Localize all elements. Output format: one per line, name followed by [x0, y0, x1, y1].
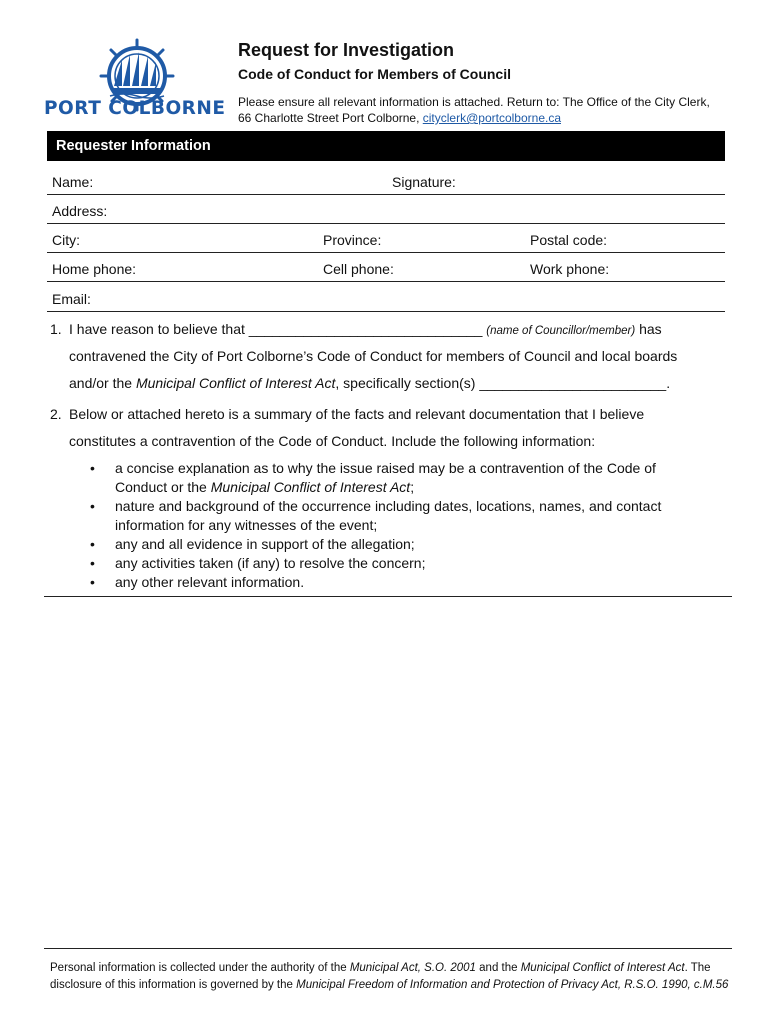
item-2-line-1: Below or attached hereto is a summary of the facts and relevant documentation that I believe [69, 406, 645, 422]
form-subtitle: Code of Conduct for Members of Council [238, 66, 511, 82]
bullet-icon: • [90, 498, 95, 514]
logo-wordmark: PORT COLBORNE [44, 98, 226, 119]
councillor-note: (name of Councillor/member) [486, 325, 636, 337]
privacy-notice [50, 960, 740, 993]
bullet-icon: • [90, 555, 95, 571]
name-label[interactable]: Name: [52, 174, 94, 190]
bullet-2-line-1: nature and background of the occurrence including dates, locations, names, and contact [115, 498, 662, 514]
notice-line-2: 66 Charlotte Street Port Colborne, [238, 111, 423, 125]
item-1-line-3-a: and/or the [69, 375, 136, 391]
address-label[interactable]: Address: [52, 203, 108, 219]
info-bullet-list [90, 459, 730, 592]
list-item [90, 459, 730, 497]
bullet-icon: • [90, 574, 95, 590]
item-2-number: 2. [50, 406, 62, 422]
list-item [90, 573, 730, 592]
item-1-line-3-c: , specifically section(s) ________________________. [335, 375, 671, 391]
city-row [47, 229, 725, 253]
summary-writing-area[interactable] [44, 600, 732, 944]
province-label[interactable]: Province: [323, 232, 382, 248]
summary-bottom-rule [44, 948, 732, 949]
item-1-line-2: contravened the City of Port Colborne’s Code of Conduct for members of Council and local boards [69, 348, 678, 364]
bullet-5: any other relevant information. [115, 574, 305, 590]
form-title: Request for Investigation [238, 40, 455, 60]
cell-phone-label[interactable]: Cell phone: [323, 261, 394, 277]
item-1-text-c: has [635, 321, 662, 337]
city-label[interactable]: City: [52, 232, 80, 248]
footer-text-e: . The disclosure of this information is governed by the [50, 962, 711, 991]
act-name: Municipal Conflict of Interest Act [135, 375, 336, 391]
item-1-number: 1. [50, 321, 62, 337]
requester-info-header [47, 131, 725, 161]
bullet-2-line-2: information for any witnesses of the event; [115, 517, 378, 533]
bullet-1-line-2-c: ; [410, 479, 415, 495]
bullet-1-line-1: a concise explanation as to why the issue raised may be a contravention of the Code of [115, 460, 656, 476]
work-phone-label[interactable]: Work phone: [530, 261, 610, 277]
address-row [47, 200, 725, 224]
footer-text-a: Personal information is collected under the authority of the [50, 962, 350, 974]
clerk-email-link[interactable]: cityclerk@portcolborne.ca [422, 111, 561, 125]
name-signature-row [47, 171, 725, 195]
item-1-line-1 [69, 321, 662, 337]
bullet-3: any and all evidence in support of the allegation; [115, 536, 415, 552]
bullet-1-act: Municipal Conflict of Interest Act [210, 479, 411, 495]
bullet-icon: • [90, 460, 95, 476]
home-phone-label[interactable]: Home phone: [52, 261, 137, 277]
footer-act-2: Municipal Conflict of Interest Act [520, 962, 685, 974]
footer-act-3: Municipal Freedom of Information and Protection of Privacy Act, R.S.O. 1990, c.M.56 [296, 978, 729, 991]
bullet-icon: • [90, 536, 95, 552]
list-item [90, 497, 730, 535]
list-item [90, 535, 730, 554]
list-item [90, 554, 730, 573]
footer-text-c: and the [475, 962, 521, 974]
email-row [47, 288, 725, 312]
item-1-line-3 [69, 375, 670, 391]
return-notice [238, 94, 710, 126]
footer-act-1: Municipal Act, S.O. 2001 [349, 962, 476, 974]
signature-label[interactable]: Signature: [392, 174, 456, 190]
phone-row [47, 258, 725, 282]
email-label[interactable]: Email: [52, 291, 91, 307]
section-title: Requester Information [56, 138, 211, 154]
postal-code-label[interactable]: Postal code: [530, 232, 608, 248]
summary-top-rule [44, 596, 732, 597]
bullet-4: any activities taken (if any) to resolve the concern; [115, 555, 426, 571]
item-2-line-2: constitutes a contravention of the Code of Conduct. Include the following information: [69, 433, 596, 449]
bullet-1-line-2-a: Conduct or the [115, 479, 211, 495]
item-1-text-a: I have reason to believe that ______________________________ [69, 321, 487, 337]
notice-line-1: Please ensure all relevant information is attached. Return to: The Office of the City Clerk, [238, 95, 710, 109]
